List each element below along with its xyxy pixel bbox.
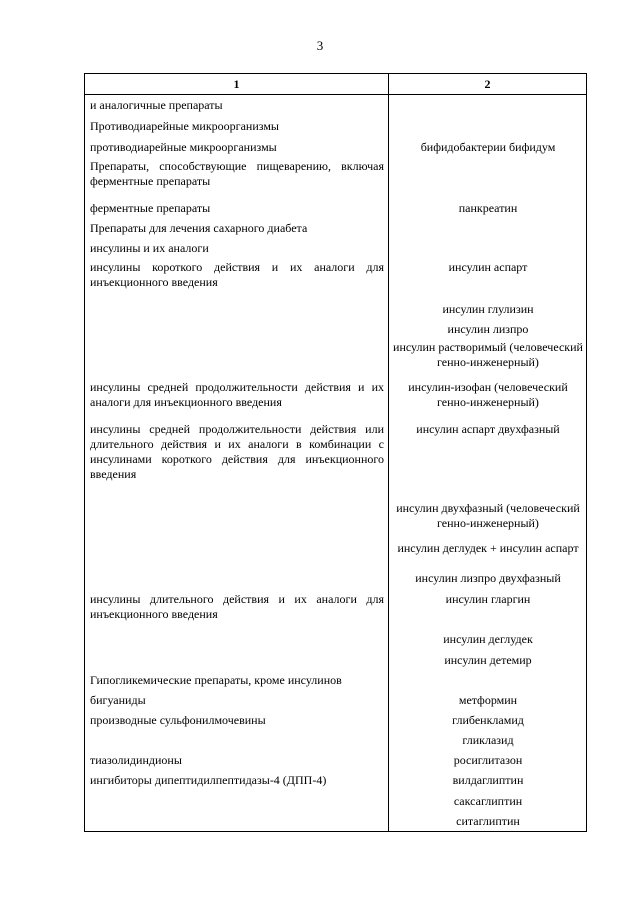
category-cell: инсулины длительного действия и их аналоги для инъекционного введения xyxy=(90,592,384,621)
drug-list-table xyxy=(84,73,587,832)
drug-cell: инсулин-изофан (человеческий генно-инженерный) xyxy=(408,380,568,409)
category-cell: инсулины средней продолжительности действия или длительного действия и их аналоги в комбинации с инсулинами короткого действия для инъекционного введения xyxy=(90,422,384,481)
drug-cell: инсулин лизпро xyxy=(447,322,529,336)
category-cell: инсулины и их аналоги xyxy=(90,241,209,255)
category-cell: и аналогичные препараты xyxy=(90,98,223,112)
category-cell: Противодиарейные микроорганизмы xyxy=(90,119,279,133)
category-cell: бигуаниды xyxy=(90,693,146,707)
column-header-2: 2 xyxy=(484,77,491,91)
drug-cell: саксаглиптин xyxy=(453,794,523,808)
column-header-1: 1 xyxy=(233,77,240,91)
drug-cell: инсулин деглудек + инсулин аспарт xyxy=(397,541,579,555)
drug-cell: ситаглиптин xyxy=(456,814,520,828)
category-cell: производные сульфонилмочевины xyxy=(90,713,266,727)
drug-cell: инсулин лизпро двухфазный xyxy=(415,571,561,585)
drug-cell: росиглитазон xyxy=(453,753,523,767)
category-cell: Препараты, способствующие пищеварению, включая ферментные препараты xyxy=(90,159,384,188)
table-header-row xyxy=(85,74,586,95)
category-cell: Гипогликемические препараты, кроме инсулинов xyxy=(90,673,342,687)
drug-cell: панкреатин xyxy=(458,201,518,215)
drug-cell: инсулин деглудек xyxy=(443,632,533,646)
drug-cell: метформин xyxy=(458,693,518,707)
drug-cell: инсулин глулизин xyxy=(442,302,534,316)
category-cell: инсулины средней продолжительности действия и их аналоги для инъекционного введения xyxy=(90,380,384,409)
page-number: 3 xyxy=(316,38,324,53)
drug-cell: вилдаглиптин xyxy=(452,773,524,787)
column-divider xyxy=(388,74,389,831)
category-cell: инсулины короткого действия и их аналоги для инъекционного введения xyxy=(90,260,384,289)
drug-cell: бифидобактерии бифидум xyxy=(420,140,556,154)
category-cell: ферментные препараты xyxy=(90,201,211,215)
drug-cell: гликлазид xyxy=(462,733,514,747)
drug-cell: инсулин аспарт двухфазный xyxy=(416,422,560,436)
drug-cell: инсулин двухфазный (человеческий генно-инженерный) xyxy=(396,501,580,530)
drug-cell: глибенкламид xyxy=(452,713,524,727)
category-cell: ингибиторы дипептидилпептидазы-4 (ДПП-4) xyxy=(90,773,327,787)
drug-cell: инсулин аспарт xyxy=(448,260,528,274)
category-cell: Препараты для лечения сахарного диабета xyxy=(90,221,308,235)
drug-cell: инсулин гларгин xyxy=(445,592,531,606)
drug-cell: инсулин растворимый (человеческий генно-инженерный) xyxy=(393,340,583,369)
category-cell: тиазолидиндионы xyxy=(90,753,182,767)
drug-cell: инсулин детемир xyxy=(444,653,532,667)
category-cell: противодиарейные микроорганизмы xyxy=(90,140,277,154)
